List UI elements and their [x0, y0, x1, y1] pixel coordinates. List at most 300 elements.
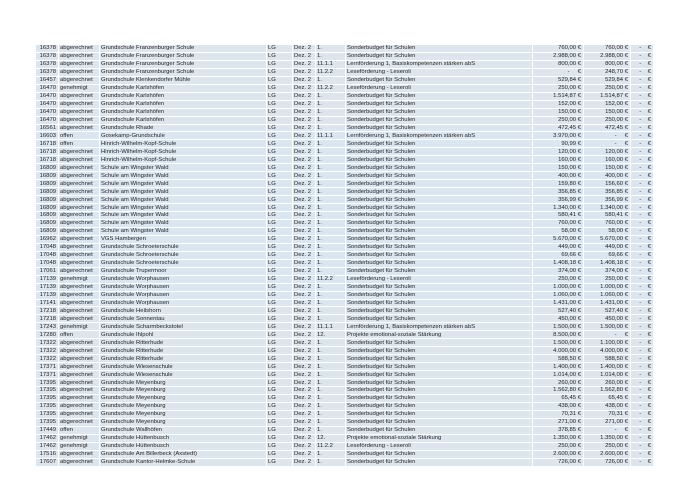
- cell-dezernat[interactable]: Dez. 2: [293, 403, 316, 411]
- cell-description[interactable]: Sonderbudget für Schulen: [346, 140, 533, 148]
- cell-amount-open[interactable]: - €: [631, 331, 654, 339]
- cell-id[interactable]: 16470: [36, 101, 59, 109]
- cell-status[interactable]: abgerechnet: [59, 411, 100, 419]
- cell-amount-open[interactable]: - €: [631, 93, 654, 101]
- cell-dezernat[interactable]: Dez. 2: [293, 220, 316, 228]
- cell-amount-open[interactable]: - €: [631, 117, 654, 125]
- cell-dezernat[interactable]: Dez. 2: [293, 260, 316, 268]
- cell-amount-requested[interactable]: 588,50 €: [533, 355, 584, 363]
- cell-id[interactable]: 16470: [36, 85, 59, 93]
- cell-description[interactable]: Sonderbudget für Schulen: [346, 148, 533, 156]
- cell-school[interactable]: Schule am Wingster Wald: [100, 196, 267, 204]
- cell-lg[interactable]: LG: [267, 236, 293, 244]
- cell-status[interactable]: abgerechnet: [59, 292, 100, 300]
- cell-school[interactable]: Grundschule Schroeterschule: [100, 252, 267, 260]
- cell-amount-requested[interactable]: 90,99 €: [533, 140, 584, 148]
- cell-status[interactable]: abgerechnet: [59, 395, 100, 403]
- cell-amount-open[interactable]: - €: [631, 379, 654, 387]
- cell-description[interactable]: Sonderbudget für Schulen: [346, 427, 533, 435]
- cell-amount-open[interactable]: - €: [631, 411, 654, 419]
- cell-description[interactable]: Sonderbudget für Schulen: [346, 252, 533, 260]
- cell-lg[interactable]: LG: [267, 228, 293, 236]
- cell-amount-open[interactable]: - €: [631, 156, 654, 164]
- cell-code[interactable]: 1.: [316, 363, 346, 371]
- cell-description[interactable]: Sonderbudget für Schulen: [346, 459, 533, 467]
- cell-amount-requested[interactable]: 150,00 €: [533, 109, 584, 117]
- cell-amount-requested[interactable]: 800,00 €: [533, 61, 584, 69]
- cell-amount-paid[interactable]: 588,50 €: [584, 355, 631, 363]
- cell-id[interactable]: 16809: [36, 188, 59, 196]
- cell-amount-requested[interactable]: 472,45 €: [533, 125, 584, 133]
- cell-description[interactable]: Sonderbudget für Schulen: [346, 109, 533, 117]
- cell-code[interactable]: 1.: [316, 77, 346, 85]
- cell-school[interactable]: Grundschule Kantor-Helmke-Schule: [100, 459, 267, 467]
- cell-status[interactable]: abgerechnet: [59, 403, 100, 411]
- cell-code[interactable]: 1.: [316, 300, 346, 308]
- cell-amount-paid[interactable]: 70,31 €: [584, 411, 631, 419]
- cell-id[interactable]: 16962: [36, 236, 59, 244]
- cell-lg[interactable]: LG: [267, 53, 293, 61]
- cell-amount-paid[interactable]: 58,00 €: [584, 228, 631, 236]
- cell-dezernat[interactable]: Dez. 2: [293, 85, 316, 93]
- cell-code[interactable]: 12.: [316, 331, 346, 339]
- cell-amount-paid[interactable]: 1.562,80 €: [584, 387, 631, 395]
- cell-lg[interactable]: LG: [267, 307, 293, 315]
- cell-school[interactable]: Grundschule Worphausen: [100, 284, 267, 292]
- cell-amount-open[interactable]: - €: [631, 323, 654, 331]
- cell-amount-paid[interactable]: - €: [584, 132, 631, 140]
- cell-description[interactable]: Sonderbudget für Schulen: [346, 419, 533, 427]
- cell-lg[interactable]: LG: [267, 156, 293, 164]
- cell-lg[interactable]: LG: [267, 172, 293, 180]
- cell-lg[interactable]: LG: [267, 85, 293, 93]
- cell-school[interactable]: Grundschule Schroeterschule: [100, 260, 267, 268]
- cell-id[interactable]: 16561: [36, 125, 59, 133]
- cell-dezernat[interactable]: Dez. 2: [293, 69, 316, 77]
- cell-lg[interactable]: LG: [267, 101, 293, 109]
- cell-amount-open[interactable]: - €: [631, 292, 654, 300]
- cell-code[interactable]: 11.2.2: [316, 443, 346, 451]
- cell-description[interactable]: Sonderbudget für Schulen: [346, 292, 533, 300]
- cell-dezernat[interactable]: Dez. 2: [293, 172, 316, 180]
- cell-description[interactable]: Sonderbudget für Schulen: [346, 387, 533, 395]
- cell-description[interactable]: Sonderbudget für Schulen: [346, 220, 533, 228]
- cell-status[interactable]: genehmigt: [59, 276, 100, 284]
- cell-code[interactable]: 1.: [316, 228, 346, 236]
- cell-description[interactable]: Sonderbudget für Schulen: [346, 196, 533, 204]
- cell-amount-paid[interactable]: 156,60 €: [584, 180, 631, 188]
- cell-amount-paid[interactable]: 760,00 €: [584, 220, 631, 228]
- cell-amount-open[interactable]: - €: [631, 53, 654, 61]
- cell-id[interactable]: 17048: [36, 260, 59, 268]
- cell-amount-open[interactable]: - €: [631, 371, 654, 379]
- cell-code[interactable]: 12.: [316, 435, 346, 443]
- cell-id[interactable]: 17322: [36, 355, 59, 363]
- cell-code[interactable]: 1.: [316, 196, 346, 204]
- cell-status[interactable]: abgerechnet: [59, 260, 100, 268]
- cell-amount-paid[interactable]: 260,00 €: [584, 379, 631, 387]
- cell-amount-requested[interactable]: 450,00 €: [533, 315, 584, 323]
- cell-amount-open[interactable]: - €: [631, 196, 654, 204]
- cell-amount-paid[interactable]: - €: [584, 140, 631, 148]
- cell-amount-paid[interactable]: 1.100,00 €: [584, 339, 631, 347]
- cell-amount-open[interactable]: - €: [631, 284, 654, 292]
- cell-lg[interactable]: LG: [267, 443, 293, 451]
- cell-amount-requested[interactable]: 1.408,18 €: [533, 260, 584, 268]
- cell-school[interactable]: Grundschule Heilshorn: [100, 307, 267, 315]
- cell-status[interactable]: abgerechnet: [59, 101, 100, 109]
- cell-amount-paid[interactable]: 374,00 €: [584, 268, 631, 276]
- cell-school[interactable]: Schule am Wingster Wald: [100, 164, 267, 172]
- cell-dezernat[interactable]: Dez. 2: [293, 315, 316, 323]
- cell-dezernat[interactable]: Dez. 2: [293, 435, 316, 443]
- cell-amount-requested[interactable]: 726,00 €: [533, 459, 584, 467]
- cell-school[interactable]: Schule am Wingster Wald: [100, 180, 267, 188]
- cell-status[interactable]: genehmigt: [59, 85, 100, 93]
- cell-code[interactable]: 1.: [316, 172, 346, 180]
- cell-amount-paid[interactable]: 800,00 €: [584, 61, 631, 69]
- cell-amount-paid[interactable]: 1.408,18 €: [584, 260, 631, 268]
- cell-status[interactable]: abgerechnet: [59, 109, 100, 117]
- cell-amount-requested[interactable]: 1.000,00 €: [533, 284, 584, 292]
- cell-code[interactable]: 11.1.1: [316, 132, 346, 140]
- cell-amount-open[interactable]: - €: [631, 363, 654, 371]
- cell-amount-open[interactable]: - €: [631, 347, 654, 355]
- cell-id[interactable]: 16809: [36, 204, 59, 212]
- cell-amount-open[interactable]: - €: [631, 315, 654, 323]
- cell-description[interactable]: Lernförderung 1, Basiskompetenzen stärken abS: [346, 132, 533, 140]
- cell-dezernat[interactable]: Dez. 2: [293, 443, 316, 451]
- cell-school[interactable]: Grundschule Meyenburg: [100, 387, 267, 395]
- cell-dezernat[interactable]: Dez. 2: [293, 323, 316, 331]
- cell-amount-requested[interactable]: 2.600,00 €: [533, 451, 584, 459]
- cell-school[interactable]: Schule am Wingster Wald: [100, 204, 267, 212]
- cell-dezernat[interactable]: Dez. 2: [293, 180, 316, 188]
- cell-dezernat[interactable]: Dez. 2: [293, 347, 316, 355]
- cell-description[interactable]: Sonderbudget für Schulen: [346, 164, 533, 172]
- cell-amount-paid[interactable]: 150,00 €: [584, 164, 631, 172]
- cell-school[interactable]: Grundschule Wallhöfen: [100, 427, 267, 435]
- cell-amount-open[interactable]: - €: [631, 220, 654, 228]
- cell-school[interactable]: Schule am Wingster Wald: [100, 172, 267, 180]
- cell-status[interactable]: abgerechnet: [59, 307, 100, 315]
- cell-code[interactable]: 1.: [316, 45, 346, 53]
- cell-school[interactable]: Grundschule Trupermoor: [100, 268, 267, 276]
- cell-school[interactable]: Grundschule Franzenburger Schule: [100, 61, 267, 69]
- cell-code[interactable]: 1.: [316, 252, 346, 260]
- cell-amount-open[interactable]: - €: [631, 61, 654, 69]
- cell-lg[interactable]: LG: [267, 355, 293, 363]
- cell-amount-open[interactable]: - €: [631, 180, 654, 188]
- cell-school[interactable]: Grundschule Schroeterschule: [100, 244, 267, 252]
- cell-code[interactable]: 1.: [316, 53, 346, 61]
- cell-amount-paid[interactable]: 438,00 €: [584, 403, 631, 411]
- cell-code[interactable]: 1.: [316, 260, 346, 268]
- cell-dezernat[interactable]: Dez. 2: [293, 363, 316, 371]
- cell-id[interactable]: 17139: [36, 292, 59, 300]
- cell-status[interactable]: offen: [59, 331, 100, 339]
- cell-code[interactable]: 1.: [316, 395, 346, 403]
- cell-dezernat[interactable]: Dez. 2: [293, 53, 316, 61]
- cell-dezernat[interactable]: Dez. 2: [293, 268, 316, 276]
- cell-amount-paid[interactable]: 5.670,00 €: [584, 236, 631, 244]
- cell-amount-open[interactable]: - €: [631, 212, 654, 220]
- cell-status[interactable]: offen: [59, 427, 100, 435]
- cell-amount-requested[interactable]: 438,00 €: [533, 403, 584, 411]
- cell-amount-requested[interactable]: 1.400,00 €: [533, 363, 584, 371]
- cell-status[interactable]: abgerechnet: [59, 244, 100, 252]
- cell-school[interactable]: Grundschule Hüttenbusch: [100, 443, 267, 451]
- cell-status[interactable]: abgerechnet: [59, 228, 100, 236]
- cell-amount-open[interactable]: - €: [631, 77, 654, 85]
- cell-code[interactable]: 11.2.2: [316, 69, 346, 77]
- cell-dezernat[interactable]: Dez. 2: [293, 411, 316, 419]
- cell-amount-open[interactable]: - €: [631, 69, 654, 77]
- cell-amount-requested[interactable]: 271,00 €: [533, 419, 584, 427]
- cell-amount-paid[interactable]: 65,45 €: [584, 395, 631, 403]
- cell-school[interactable]: VGS Hambergen: [100, 236, 267, 244]
- cell-code[interactable]: 1.: [316, 379, 346, 387]
- cell-description[interactable]: Sonderbudget für Schulen: [346, 244, 533, 252]
- cell-amount-paid[interactable]: 250,00 €: [584, 276, 631, 284]
- cell-dezernat[interactable]: Dez. 2: [293, 236, 316, 244]
- cell-amount-requested[interactable]: 378,85 €: [533, 427, 584, 435]
- cell-amount-open[interactable]: - €: [631, 260, 654, 268]
- cell-lg[interactable]: LG: [267, 212, 293, 220]
- cell-description[interactable]: Leseförderung - Leseroli: [346, 69, 533, 77]
- cell-school[interactable]: Schule am Wingster Wald: [100, 212, 267, 220]
- cell-lg[interactable]: LG: [267, 125, 293, 133]
- cell-dezernat[interactable]: Dez. 2: [293, 459, 316, 467]
- cell-status[interactable]: abgerechnet: [59, 196, 100, 204]
- cell-lg[interactable]: LG: [267, 196, 293, 204]
- cell-amount-paid[interactable]: 1.014,00 €: [584, 371, 631, 379]
- cell-status[interactable]: genehmigt: [59, 323, 100, 331]
- cell-dezernat[interactable]: Dez. 2: [293, 101, 316, 109]
- cell-description[interactable]: Sonderbudget für Schulen: [346, 77, 533, 85]
- cell-id[interactable]: 16718: [36, 156, 59, 164]
- cell-amount-requested[interactable]: 58,00 €: [533, 228, 584, 236]
- cell-school[interactable]: Grundschule Rhade: [100, 125, 267, 133]
- cell-school[interactable]: Grundschule Ritterhude: [100, 339, 267, 347]
- cell-id[interactable]: 16378: [36, 53, 59, 61]
- cell-id[interactable]: 16809: [36, 196, 59, 204]
- cell-dezernat[interactable]: Dez. 2: [293, 292, 316, 300]
- cell-amount-paid[interactable]: 69,66 €: [584, 252, 631, 260]
- cell-status[interactable]: abgerechnet: [59, 419, 100, 427]
- cell-lg[interactable]: LG: [267, 93, 293, 101]
- cell-status[interactable]: abgerechnet: [59, 379, 100, 387]
- cell-id[interactable]: 17395: [36, 411, 59, 419]
- cell-lg[interactable]: LG: [267, 109, 293, 117]
- cell-code[interactable]: 1.: [316, 180, 346, 188]
- cell-id[interactable]: 17139: [36, 276, 59, 284]
- cell-amount-requested[interactable]: 356,85 €: [533, 188, 584, 196]
- cell-school[interactable]: Grundschule Franzenburger Schule: [100, 69, 267, 77]
- cell-id[interactable]: 16809: [36, 228, 59, 236]
- cell-lg[interactable]: LG: [267, 140, 293, 148]
- cell-amount-requested[interactable]: 1.562,80 €: [533, 387, 584, 395]
- cell-code[interactable]: 1.: [316, 212, 346, 220]
- cell-status[interactable]: abgerechnet: [59, 459, 100, 467]
- cell-status[interactable]: abgerechnet: [59, 315, 100, 323]
- cell-description[interactable]: Sonderbudget für Schulen: [346, 268, 533, 276]
- cell-amount-paid[interactable]: 271,00 €: [584, 419, 631, 427]
- cell-lg[interactable]: LG: [267, 395, 293, 403]
- cell-code[interactable]: 1.: [316, 236, 346, 244]
- cell-dezernat[interactable]: Dez. 2: [293, 117, 316, 125]
- cell-dezernat[interactable]: Dez. 2: [293, 244, 316, 252]
- cell-dezernat[interactable]: Dez. 2: [293, 125, 316, 133]
- cell-id[interactable]: 17243: [36, 323, 59, 331]
- cell-amount-open[interactable]: - €: [631, 403, 654, 411]
- cell-dezernat[interactable]: Dez. 2: [293, 77, 316, 85]
- cell-description[interactable]: Sonderbudget für Schulen: [346, 188, 533, 196]
- cell-status[interactable]: abgerechnet: [59, 117, 100, 125]
- cell-lg[interactable]: LG: [267, 252, 293, 260]
- cell-description[interactable]: Sonderbudget für Schulen: [346, 339, 533, 347]
- cell-amount-requested[interactable]: 400,00 €: [533, 172, 584, 180]
- cell-dezernat[interactable]: Dez. 2: [293, 164, 316, 172]
- cell-lg[interactable]: LG: [267, 419, 293, 427]
- cell-status[interactable]: abgerechnet: [59, 220, 100, 228]
- cell-school[interactable]: Grundschule Ritterhude: [100, 347, 267, 355]
- cell-status[interactable]: abgerechnet: [59, 125, 100, 133]
- cell-amount-open[interactable]: - €: [631, 307, 654, 315]
- cell-status[interactable]: abgerechnet: [59, 180, 100, 188]
- cell-dezernat[interactable]: Dez. 2: [293, 228, 316, 236]
- cell-lg[interactable]: LG: [267, 45, 293, 53]
- cell-code[interactable]: 11.1.1: [316, 323, 346, 331]
- cell-amount-open[interactable]: - €: [631, 85, 654, 93]
- cell-amount-paid[interactable]: - €: [584, 427, 631, 435]
- cell-status[interactable]: abgerechnet: [59, 164, 100, 172]
- cell-code[interactable]: 1.: [316, 427, 346, 435]
- cell-status[interactable]: abgerechnet: [59, 93, 100, 101]
- cell-amount-paid[interactable]: 152,00 €: [584, 101, 631, 109]
- cell-amount-requested[interactable]: 374,00 €: [533, 268, 584, 276]
- cell-dezernat[interactable]: Dez. 2: [293, 371, 316, 379]
- cell-amount-requested[interactable]: 250,00 €: [533, 117, 584, 125]
- cell-dezernat[interactable]: Dez. 2: [293, 307, 316, 315]
- cell-amount-requested[interactable]: 250,00 €: [533, 85, 584, 93]
- cell-id[interactable]: 17322: [36, 347, 59, 355]
- cell-dezernat[interactable]: Dez. 2: [293, 93, 316, 101]
- cell-school[interactable]: Grundschule Hüttenbusch: [100, 435, 267, 443]
- cell-code[interactable]: 1.: [316, 315, 346, 323]
- cell-id[interactable]: 17607: [36, 459, 59, 467]
- cell-amount-requested[interactable]: 260,00 €: [533, 379, 584, 387]
- cell-amount-open[interactable]: - €: [631, 252, 654, 260]
- cell-amount-open[interactable]: - €: [631, 45, 654, 53]
- cell-dezernat[interactable]: Dez. 2: [293, 387, 316, 395]
- cell-amount-paid[interactable]: 356,99 €: [584, 196, 631, 204]
- cell-status[interactable]: abgerechnet: [59, 236, 100, 244]
- cell-code[interactable]: 1.: [316, 339, 346, 347]
- cell-school[interactable]: Grundschule Scharmbeckstotel: [100, 323, 267, 331]
- cell-lg[interactable]: LG: [267, 117, 293, 125]
- cell-description[interactable]: Sonderbudget für Schulen: [346, 379, 533, 387]
- cell-amount-paid[interactable]: 400,00 €: [584, 172, 631, 180]
- cell-lg[interactable]: LG: [267, 268, 293, 276]
- cell-school[interactable]: Gosekamp-Grundschule: [100, 132, 267, 140]
- cell-description[interactable]: Sonderbudget für Schulen: [346, 156, 533, 164]
- cell-status[interactable]: abgerechnet: [59, 284, 100, 292]
- cell-status[interactable]: genehmigt: [59, 435, 100, 443]
- cell-amount-open[interactable]: - €: [631, 339, 654, 347]
- cell-amount-open[interactable]: - €: [631, 451, 654, 459]
- cell-description[interactable]: Sonderbudget für Schulen: [346, 395, 533, 403]
- cell-school[interactable]: Grundschule Karlshöfen: [100, 117, 267, 125]
- cell-description[interactable]: Sonderbudget für Schulen: [346, 411, 533, 419]
- cell-lg[interactable]: LG: [267, 204, 293, 212]
- cell-amount-open[interactable]: - €: [631, 244, 654, 252]
- cell-id[interactable]: 17395: [36, 395, 59, 403]
- cell-amount-requested[interactable]: 356,99 €: [533, 196, 584, 204]
- cell-dezernat[interactable]: Dez. 2: [293, 284, 316, 292]
- cell-amount-paid[interactable]: 1.350,00 €: [584, 435, 631, 443]
- cell-code[interactable]: 11.2.2: [316, 276, 346, 284]
- cell-id[interactable]: 17395: [36, 379, 59, 387]
- cell-school[interactable]: Grundschule Sonnentau: [100, 315, 267, 323]
- cell-code[interactable]: 1.: [316, 93, 346, 101]
- cell-lg[interactable]: LG: [267, 331, 293, 339]
- cell-lg[interactable]: LG: [267, 363, 293, 371]
- cell-id[interactable]: 17139: [36, 284, 59, 292]
- cell-code[interactable]: 1.: [316, 109, 346, 117]
- cell-amount-requested[interactable]: 1.500,00 €: [533, 323, 584, 331]
- cell-amount-open[interactable]: - €: [631, 109, 654, 117]
- cell-description[interactable]: Sonderbudget für Schulen: [346, 53, 533, 61]
- cell-amount-requested[interactable]: 120,00 €: [533, 148, 584, 156]
- cell-code[interactable]: 1.: [316, 164, 346, 172]
- cell-description[interactable]: Sonderbudget für Schulen: [346, 347, 533, 355]
- cell-lg[interactable]: LG: [267, 180, 293, 188]
- cell-amount-open[interactable]: - €: [631, 268, 654, 276]
- cell-amount-open[interactable]: - €: [631, 140, 654, 148]
- cell-id[interactable]: 16470: [36, 109, 59, 117]
- cell-description[interactable]: Sonderbudget für Schulen: [346, 236, 533, 244]
- cell-school[interactable]: Grundschule Am Billerbeck (Axstedt): [100, 451, 267, 459]
- cell-school[interactable]: Grundschule Karlshöfen: [100, 101, 267, 109]
- cell-amount-requested[interactable]: 2.988,00 €: [533, 53, 584, 61]
- cell-dezernat[interactable]: Dez. 2: [293, 427, 316, 435]
- cell-school[interactable]: Grundschule Worphausen: [100, 292, 267, 300]
- cell-amount-open[interactable]: - €: [631, 172, 654, 180]
- cell-id[interactable]: 16378: [36, 61, 59, 69]
- cell-amount-paid[interactable]: 356,85 €: [584, 188, 631, 196]
- cell-status[interactable]: offen: [59, 140, 100, 148]
- cell-code[interactable]: 1.: [316, 387, 346, 395]
- cell-code[interactable]: 1.: [316, 220, 346, 228]
- cell-id[interactable]: 17280: [36, 331, 59, 339]
- cell-status[interactable]: abgerechnet: [59, 77, 100, 85]
- cell-id[interactable]: 17449: [36, 427, 59, 435]
- cell-amount-paid[interactable]: 1.060,00 €: [584, 292, 631, 300]
- cell-lg[interactable]: LG: [267, 379, 293, 387]
- cell-school[interactable]: Grundschule Franzenburger Schule: [100, 53, 267, 61]
- cell-amount-paid[interactable]: 529,84 €: [584, 77, 631, 85]
- cell-code[interactable]: 1.: [316, 156, 346, 164]
- cell-dezernat[interactable]: Dez. 2: [293, 379, 316, 387]
- cell-amount-requested[interactable]: 1.014,00 €: [533, 371, 584, 379]
- cell-status[interactable]: abgerechnet: [59, 156, 100, 164]
- cell-amount-requested[interactable]: 1.340,00 €: [533, 204, 584, 212]
- cell-status[interactable]: abgerechnet: [59, 363, 100, 371]
- cell-amount-paid[interactable]: 248,70 €: [584, 69, 631, 77]
- cell-amount-requested[interactable]: 1.060,00 €: [533, 292, 584, 300]
- cell-description[interactable]: Sonderbudget für Schulen: [346, 260, 533, 268]
